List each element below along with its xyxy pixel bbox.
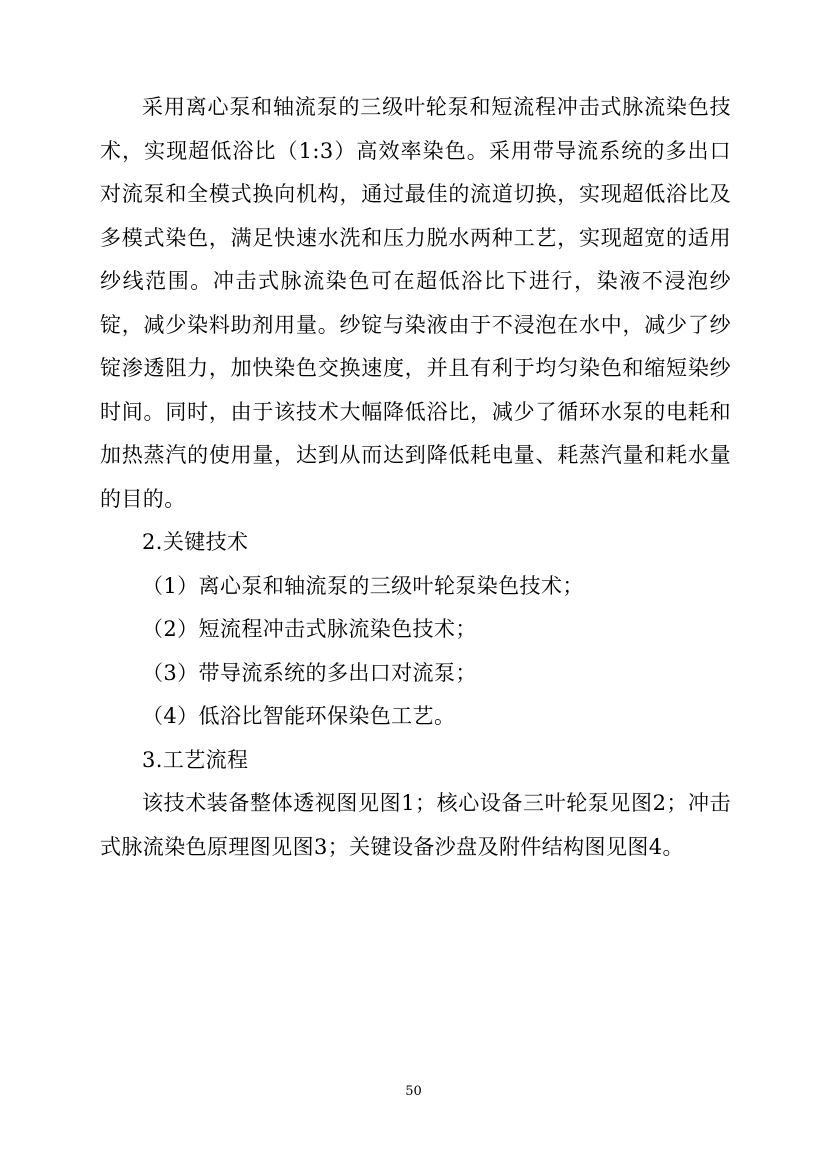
list-item-1: （1）离心泵和轴流泵的三级叶轮泵染色技术； [142,573,584,598]
paragraph-overview: 采用离心泵和轴流泵的三级叶轮泵和短流程冲击式脉流染色技术，实现超低浴比（1:3）高效率染色。采用带导流系统的多出口对流泵和全模式换向机构，通过最佳的流道切换，实现超低浴比及多模式染色，满足快速水洗和压力脱水两种工艺，实现超宽的适用纱线范围。冲击式脉流染色可在超低浴比下进行，染液不浸泡纱锭，减少染料助剂用量。纱锭与染液由于不浸泡在水中，减少了纱锭渗透阻力，加快染色交换速度，并且有利于均匀染色和缩短染纱时间。同时，由于该技术大幅降低浴比，减少了循环水泵的电耗和加热蒸汽的使用量，达到从而达到降低耗电量、耗蒸汽量和耗水量的目的。 [100,95,731,511]
heading-process-flow: 3.工艺流程 [142,747,249,772]
list-item-4: （4）低浴比智能环保染色工艺。 [142,704,456,728]
page-footer [0,1080,827,1100]
list-item-3: （3）带导流系统的多出口对流泵； [142,660,477,685]
document-body [100,86,731,869]
paragraph-figures: 该技术装备整体透视图见图1；核心设备三叶轮泵见图2；冲击式脉流染色原理图见图3；关键设备沙盘及附件结构图见图4。 [100,791,731,859]
page-number: 50 [405,1084,422,1099]
heading-key-tech: 2.关键技术 [142,530,249,554]
list-item-2: （2）短流程冲击式脉流染色技术； [142,617,477,641]
